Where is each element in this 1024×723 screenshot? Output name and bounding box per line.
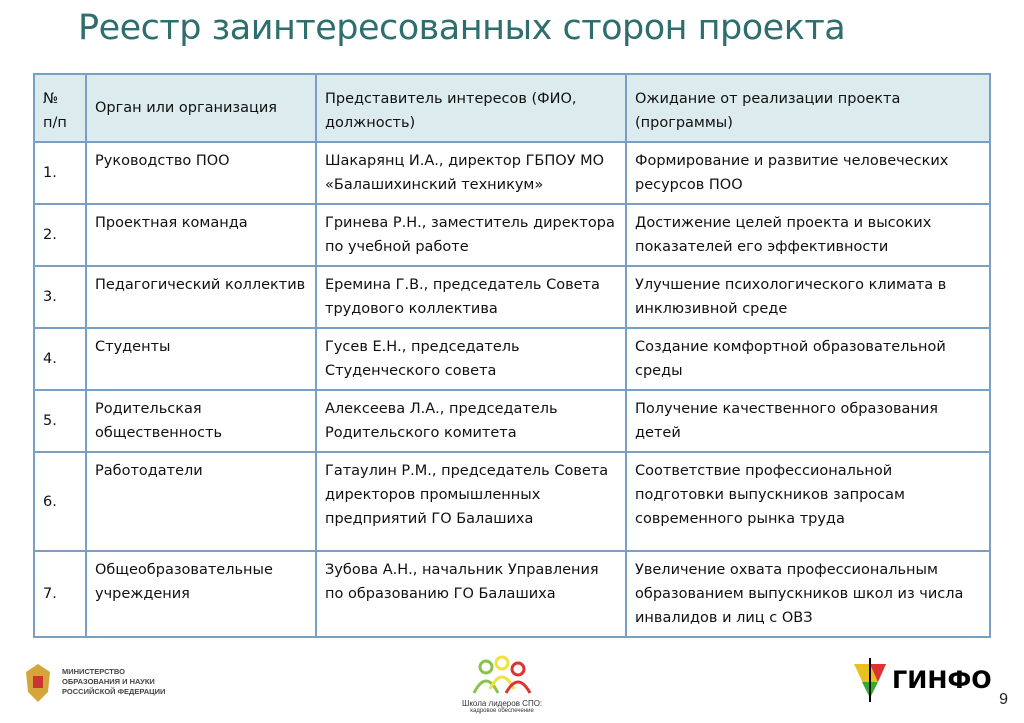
header-representative: Представитель интересов (ФИО, должность) <box>316 74 626 142</box>
cell-organization: Студенты <box>86 328 316 390</box>
ginfo-name: ГИНФО <box>892 666 992 694</box>
cell-row-number: 1. <box>34 142 86 204</box>
table-row <box>34 328 990 390</box>
cell-row-number: 3. <box>34 266 86 328</box>
table-row <box>34 204 990 266</box>
cell-organization: Педагогический коллектив <box>86 266 316 328</box>
stakeholder-table <box>33 73 991 638</box>
table-row <box>34 266 990 328</box>
cell-expectation: Формирование и развитие человеческих ресурсов ПОО <box>626 142 990 204</box>
cell-expectation: Получение качественного образования детей <box>626 390 990 452</box>
cell-row-number: 4. <box>34 328 86 390</box>
cell-organization: Общеобразовательные учреждения <box>86 551 316 637</box>
cell-representative: Гусев Е.Н., председатель Студенческого совета <box>316 328 626 390</box>
ginfo-triangle-icon <box>852 658 888 702</box>
cell-row-number: 6. <box>34 452 86 551</box>
cell-expectation: Достижение целей проекта и высоких показателей его эффективности <box>626 204 990 266</box>
cell-row-number: 5. <box>34 390 86 452</box>
header-expectation: Ожидание от реализации проекта (программы) <box>626 74 990 142</box>
school-logo <box>462 655 542 714</box>
table-row <box>34 551 990 637</box>
ministry-logo <box>20 660 177 704</box>
cell-organization: Руководство ПОО <box>86 142 316 204</box>
table-row <box>34 390 990 452</box>
footer <box>0 655 1024 723</box>
school-subtitle: кадровое обеспечение <box>470 708 534 714</box>
cell-representative: Гатаулин Р.М., председатель Совета директоров промышленных предприятий ГО Балашиха <box>316 452 626 551</box>
cell-organization: Работодатели <box>86 452 316 551</box>
coat-of-arms-icon <box>20 660 56 704</box>
cell-expectation: Создание комфортной образовательной среды <box>626 328 990 390</box>
header-organization: Орган или организация <box>86 74 316 142</box>
cell-row-number: 2. <box>34 204 86 266</box>
school-name: Школа лидеров СПО: <box>462 699 543 708</box>
table-header-row <box>34 74 990 142</box>
cell-representative: Гринева Р.Н., заместитель директора по учебной работе <box>316 204 626 266</box>
cell-representative: Еремина Г.В., председатель Совета трудового коллектива <box>316 266 626 328</box>
ministry-name: МИНИСТЕРСТВО ОБРАЗОВАНИЯ И НАУКИ РОССИЙСКОЙ ФЕДЕРАЦИИ <box>62 667 166 696</box>
cell-representative: Зубова А.Н., начальник Управления по образованию ГО Балашиха <box>316 551 626 637</box>
table-row <box>34 142 990 204</box>
cell-row-number: 7. <box>34 551 86 637</box>
ginfo-logo <box>852 658 992 702</box>
page-number: 9 <box>999 691 1008 708</box>
cell-expectation: Улучшение психологического климата в инклюзивной среде <box>626 266 990 328</box>
cell-expectation: Увеличение охвата профессиональным образованием выпускников школ из числа инвалидов и лиц с ОВЗ <box>626 551 990 637</box>
cell-expectation: Соответствие профессиональной подготовки выпускников запросам современного рынка труда <box>626 452 990 551</box>
cell-representative: Алексеева Л.А., председатель Родительского комитета <box>316 390 626 452</box>
cell-organization: Родительская общественность <box>86 390 316 452</box>
cell-organization: Проектная команда <box>86 204 316 266</box>
header-number: № п/п <box>34 74 86 142</box>
page-title: Реестр заинтересованных сторон проекта <box>78 8 846 48</box>
people-circles-icon <box>462 655 542 697</box>
cell-representative: Шакарянц И.А., директор ГБПОУ МО «Балашихинский техникум» <box>316 142 626 204</box>
table-row <box>34 452 990 551</box>
